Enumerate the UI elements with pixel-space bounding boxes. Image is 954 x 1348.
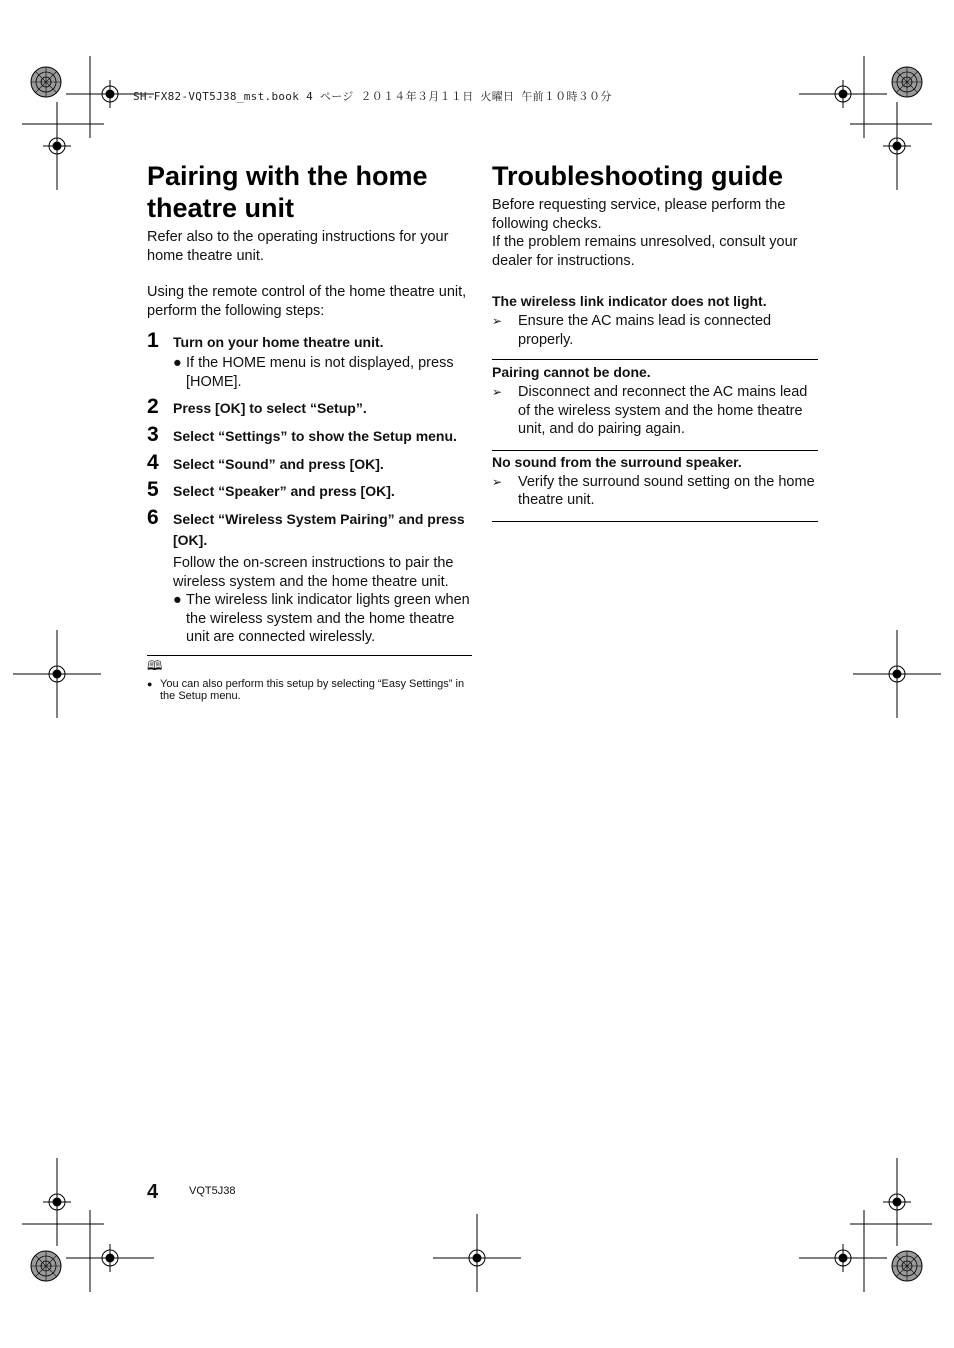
star-target-icon (31, 67, 61, 97)
troubleshooting-section (492, 160, 818, 522)
troubleshooting-intro: Before requesting service, please perform the following checks. (492, 197, 786, 232)
star-target-icon (31, 1251, 61, 1281)
step-4 (147, 451, 472, 475)
pairing-intro-steps: Using the remote control of the home theatre unit, perform the following steps: (147, 284, 467, 319)
arrow-icon: ➢ (492, 385, 503, 399)
bullet-icon: ● (147, 678, 153, 689)
troubleshooting-title: Troubleshooting guide (492, 161, 783, 191)
note-book-icon: 🕮 (147, 657, 163, 673)
issue-fix (492, 383, 818, 439)
pairing-steps (147, 329, 472, 647)
star-target-icon (892, 67, 922, 97)
step-number: 3 (147, 423, 159, 446)
note-item (147, 678, 472, 703)
step-3 (147, 423, 472, 447)
step-2 (147, 395, 472, 419)
issue-divider (492, 450, 818, 451)
troubleshooting-intro-dealer: If the problem remains unresolved, consult your dealer for instructions. (492, 234, 798, 269)
step-bullet (173, 591, 472, 647)
step-instruction: Select “Speaker” and press [OK]. (173, 483, 395, 499)
pairing-title (147, 160, 472, 224)
pairing-title-line2: theatre unit (147, 193, 295, 223)
step-number: 6 (147, 506, 159, 529)
issue-title: The wireless link indicator does not light. (492, 293, 767, 309)
issue-fix-text: Ensure the AC mains lead is connected properly. (518, 313, 772, 348)
issue-3 (492, 453, 818, 510)
note-divider (147, 655, 472, 656)
step-6 (147, 506, 472, 647)
issue-title: No sound from the surround speaker. (492, 453, 742, 470)
issue-fix (492, 312, 818, 349)
arrow-icon: ➢ (492, 314, 503, 328)
issue-divider (492, 359, 818, 360)
issue-fix (492, 473, 818, 510)
step-instruction: Select “Sound” and press [OK]. (173, 456, 384, 472)
star-target-icon (892, 1251, 922, 1281)
bullet-icon: ● (173, 592, 182, 608)
file-header: SH-FX82-VQT5J38_mst.book 4 ページ ２０１４年３月１１日 火曜日 午前１０時３０分 (133, 90, 612, 103)
step-bullet-text: If the HOME menu is not displayed, press [HOME]. (186, 355, 454, 390)
issue-divider (492, 521, 818, 522)
step-bullet-text: The wireless link indicator lights green when the wireless system and the home theatre unit are connected wirelessly. (186, 592, 470, 645)
issue-2 (492, 363, 818, 439)
step-number: 4 (147, 451, 159, 474)
arrow-icon: ➢ (492, 474, 503, 489)
step-number: 5 (147, 478, 159, 501)
step-instruction: Press [OK] to select “Setup”. (173, 400, 367, 416)
step-1 (147, 329, 472, 391)
pairing-title-line1: Pairing with the home (147, 161, 428, 191)
pairing-section (147, 160, 472, 703)
step-number: 1 (147, 329, 159, 352)
step-bullet (173, 354, 472, 391)
step-instruction: Select “Settings” to show the Setup menu. (173, 428, 457, 444)
step-follow-text: Follow the on-screen instructions to pair the wireless system and the home theatre unit. (173, 555, 454, 590)
step-5 (147, 478, 472, 502)
issue-1 (492, 292, 818, 349)
issue-title: Pairing cannot be done. (492, 364, 651, 380)
step-number: 2 (147, 395, 159, 418)
issue-fix-text: Verify the surround sound setting on the home theatre unit. (518, 473, 815, 508)
bullet-icon: ● (173, 355, 182, 371)
step-instruction: Select “Wireless System Pairing” and press [OK]. (173, 511, 465, 548)
pairing-intro: Refer also to the operating instructions for your home theatre unit. (147, 229, 449, 264)
document-code: VQT5J38 (189, 1185, 236, 1197)
step-instruction: Turn on your home theatre unit. (173, 334, 384, 350)
page-number: 4 (147, 1181, 159, 1203)
note-text: You can also perform this setup by selecting “Easy Settings” in the Setup menu. (160, 677, 465, 702)
issue-fix-text: Disconnect and reconnect the AC mains lead of the wireless system and the home theatre unit, and do pairing again. (518, 384, 808, 437)
